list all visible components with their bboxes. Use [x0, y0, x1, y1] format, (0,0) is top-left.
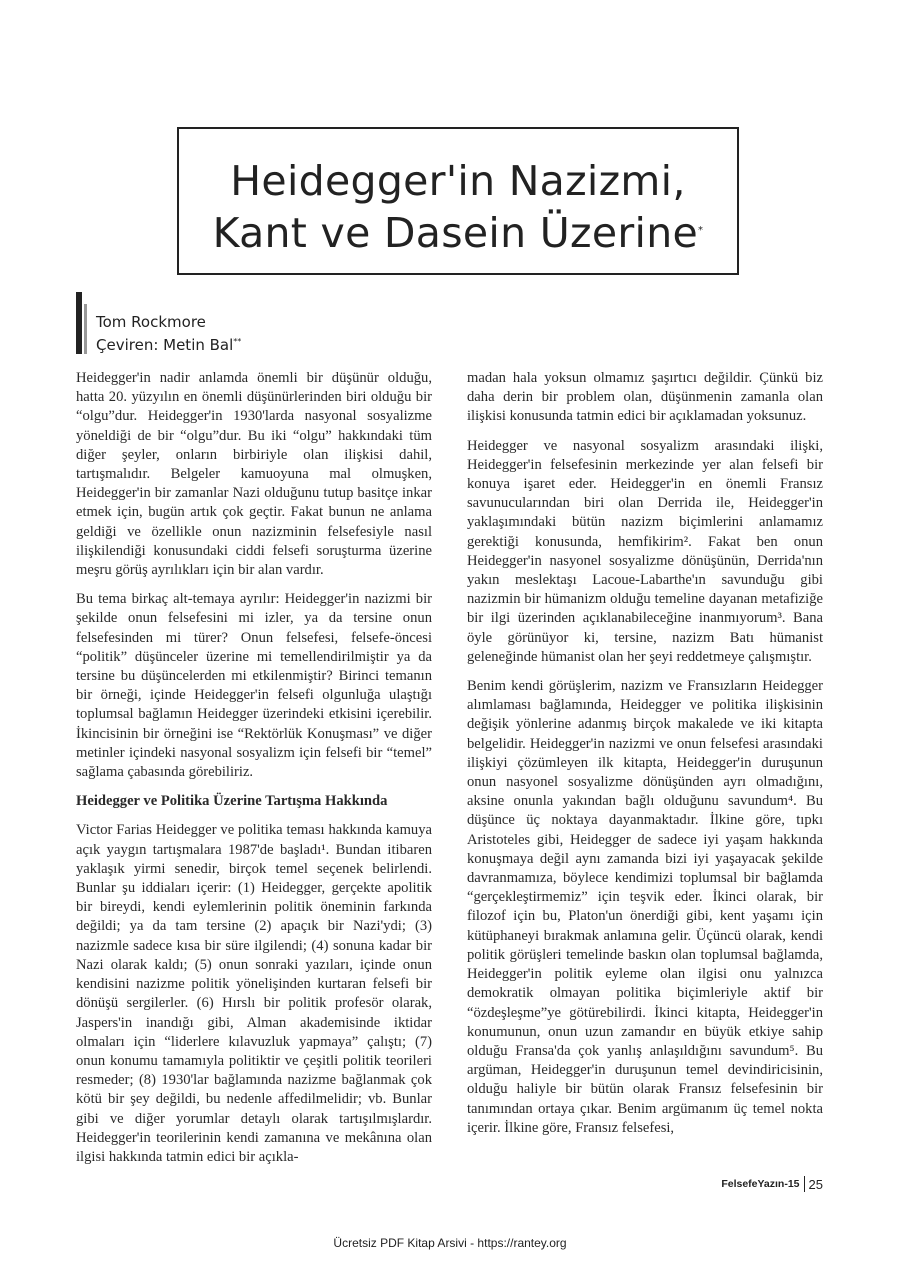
title-line-2-text: Kant ve Dasein Üzerine	[212, 209, 699, 257]
byline-accent-bar-secondary	[84, 304, 87, 354]
page-number: 25	[808, 1176, 823, 1192]
title-line-1: Heidegger'in Nazizmi,	[230, 157, 686, 205]
journal-name: FelsefeYazın-15	[721, 1178, 800, 1190]
byline-text	[96, 312, 241, 355]
author-name: Tom Rockmore	[96, 313, 206, 331]
watermark-text: Ücretsiz PDF Kitap Arsivi - https://rantey.org	[333, 1236, 567, 1250]
translator-footnote-mark: **	[233, 337, 242, 346]
section-heading: Heidegger ve Politika Üzerine Tartışma Hakkında	[76, 793, 388, 810]
paragraph: Heidegger ve nasyonal sosyalizm arasındaki ilişki, Heidegger'in felsefesinin merkezinde yer alan felsefi bir konuya işaret eder. Heidegger'in en önemli Fransız savunucularından biri olan Derrida ile, Heidegger'in yaklaşımındaki bütün nazizm biçimlerini anlamamız gerektiği konusunda, hemfikirim². Fakat ben onun Heidegger'in nasyonel sosyalizme dönüşünün, Derrida'nın yakın meslektaşı Lacoue-Labarthe'ın savunduğu gibi nazizmin bir hümanizm olduğu temeline dayanan metafiziğe bir ilgi üzerinden açıklanabileceğine inanmıyorum³. Bana öyle görünüyor ki, tersine, nazizm Batı hümanist geleneğinde hümanist olan her şeyi reddetmeye çalışmıştır.	[467, 437, 823, 665]
article-title	[179, 155, 737, 259]
footer-divider	[804, 1176, 805, 1192]
translator-name	[96, 332, 241, 355]
paragraph: Bu tema birkaç alt-temaya ayrılır: Heidegger'in nazizmi bir şekilde onun felsefesini mi izler, ya da tersine onun felsefesinden mi türer? Onun felsefesi, felsefe-öncesi “politik” düşünceler üzerine mi temellendirilmiştir ya da tersine bu düşüncelerden mi etkilenmiştir? Birinci temanın bir örneği, içinde Heidegger'in felsefi olgunluğa ulaştığı toplumsal bağlamın Heidegger üzerindeki etkisini içerebilir. İkincisinin bir örneğini ise “Rektörlük Konuşması” ve diğer metinler içindeki nasyonal sosyalizm için felsefi bir “temel” sağlama çabasında görebiliriz.	[76, 591, 432, 781]
translator-text: Çeviren: Metin Bal	[96, 336, 234, 354]
left-column	[76, 369, 432, 1177]
page-footer	[721, 1176, 823, 1192]
title-footnote-mark: *	[698, 225, 704, 236]
paragraph: Benim kendi görüşlerim, nazizm ve Fransızların Heidegger alımlaması bağlamında, Heidegger ve politika ilişkisinin değişik yönlerine adanmış birçok makalede ve iki kitapta belgelidir. Heidegger'in nazizmi ve onun felsefesi arasındaki ilişkiyi çözümleyen ilk kitapta, Heidegger'in duruşunun onun nasyonel sosyalizme dönüşünden ayrı olmadığını, aksine onunla yakından bağlı olduğunu savundum⁴. Bu düşünce üç noktaya dayanmaktadır. İlkine göre, tıpkı Aristoteles gibi, Heidegger de sadece iyi yaşam hakkında konuşmaya değil aynı zamanda bizi iyi yaşayacak şekilde davranmamıza, böylece kendimizi toplumsal bir bağlamda “gerçekleştirmemiz” için teşvik eder. İkinci olarak, bir filozof için bu, Platon'un önerdiği gibi, kent yaşamı için kütüphaneyi bırakmak anlamına gelir. Üçüncü olarak, kendi politik görüşleri temelinde baskın olan toplumsal bağlamda, Heidegger'in politik eyleme olan ilgisi onu yalnızca demokratik olmayan politika biçimleriyle aktif bir “özdeşleşme”ye götürebilirdi. İkinci kitapta, Heidegger'in konumunun, onun uzun zamandır en büyük etkiye sahip olduğu Fransa'da çok yanlış anlaşıldığını savundum⁵. Bu argüman, Heidegger'in duruşunun temel devindiricisinin, olduğu haliyle bir bütün olarak Fransız felsefesinin bir tanımından ortaya çıkar. Benim argümanım üç temel nokta içerir. İlkine göre, Fransız felsefesi,	[467, 678, 823, 1136]
title-frame	[177, 127, 739, 275]
paragraph: Heidegger'in nadir anlamda önemli bir düşünür olduğu, hatta 20. yüzyılın en önemli düşünürlerinden biri olduğu bir “olgu”dur. Heidegger'in 1930'larda nasyonal sosyalizme yöneldiği de bir “olgu”dur. Bu iki “olgu” hakkındaki tüm diğer şeyler, onların birbiriyle olan ilişkisi dahil, tartışmalıdır. Belgeler kamuoyuna mal olmuşken, Heidegger'in bir zamanlar Nazi olduğunu tutup basitçe inkar etmek için, bugün artık çok geçtir. Fakat bunun ne anlama geldiği ve özellikle onun nazizminin felsefesiyle nasıl ilişkilendiği konusundaki ciddi felsefi soruşturma üzerine meşru görüş ayrılıkları için bir alan vardır.	[76, 370, 432, 579]
paragraph: Victor Farias Heidegger ve politika teması hakkında kamuya açık yaygın tartışmalara 1987'de başladı¹. Bundan itibaren yaklaşık yirmi senedir, birçok temel seçenek belirlendi. Bunlar şu iddiaları içerir: (1) Heidegger, gerçekte apolitik bir bireydi, kendi eylemlerinin politik öneminin farkında değildi; ya da tam tersine (2) apaçık bir Nazi'ydi; (3) nazizmle sadece kısa bir süre ilgilendi; (4) sonuna kadar bir Nazi olarak kaldı; (5) onun sonraki yazıları, içinde onun kendisini nazizme politik yönelişinden kurtaran felsefi bir dönüşü sergilerler. (6) Hırslı bir politik profesör olarak, Jaspers'in inandığı gibi, Alman akademisinde iktidar olmaları için “liderlere kılavuzluk yapmaya” çalıştı; (7) onun konumu tamamıyla politiktir ve çeşitli politik teorileri resmeder; (8) 1930'lar bağlamında nazizme bağlanmak çok kötü bir şey değildi, bu nedenle affedilmelidir; vb. Bunlar gibi ve diğer yorumlar detaylı olarak tartışılmışlardır. Heidegger'in teorilerinin kendi zamanına ve mekânına olan ilgisi hakkında tatmin edici bir açıkla-	[76, 822, 432, 1165]
paragraph: madan hala yoksun olmamız şaşırtıcı değildir. Çünkü biz daha derin bir problem olan, düşünmenin zamanla olan ilişkisi konusunda tatmin edici bir açıklamadan yoksunuz.	[467, 370, 823, 425]
byline-accent-bar	[76, 292, 82, 354]
title-line-2	[179, 207, 737, 259]
right-column	[467, 369, 823, 1148]
